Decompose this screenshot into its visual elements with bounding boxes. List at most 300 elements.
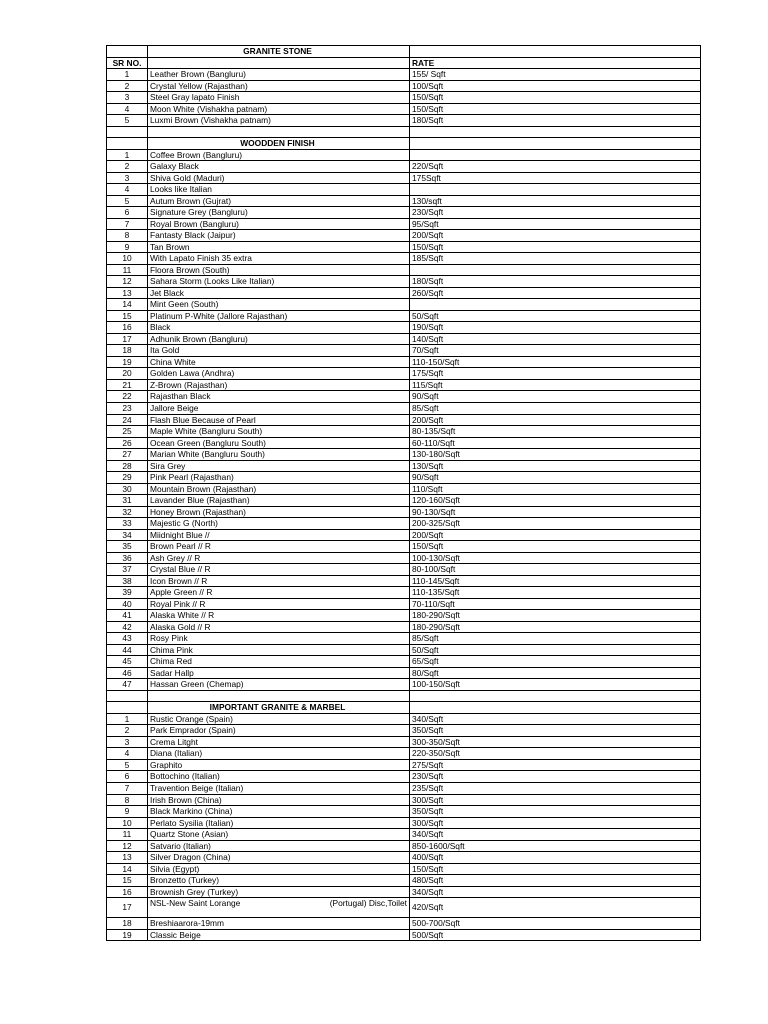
section-title-blank [107,138,148,150]
item-name: Moon White (Vishakha patnam) [148,103,410,115]
item-name: Pink Pearl (Rajasthan) [148,472,410,484]
item-rate: 230/Sqft [410,207,701,219]
sr-no: 5 [107,195,148,207]
item-name: Miidnight Blue // [148,529,410,541]
table-row [107,529,701,541]
rate-header: RATE [410,57,701,69]
table-row [107,725,701,737]
item-rate: 95/Sqft [410,218,701,230]
item-name: Leather Brown (Bangluru) [148,69,410,81]
item-name: Ocean Green (Bangluru South) [148,437,410,449]
sr-no: 23 [107,402,148,414]
sr-no: 2 [107,80,148,92]
table-row [107,495,701,507]
table-row [107,518,701,530]
sr-no: 2 [107,161,148,173]
table-row [107,783,701,795]
item-name: Crystal Yellow (Rajasthan) [148,80,410,92]
sr-no: 7 [107,218,148,230]
sr-no: 45 [107,656,148,668]
table-row [107,299,701,311]
item-rate: 180/Sqft [410,115,701,127]
item-name: Mint Geen (South) [148,299,410,311]
item-name: Royal Pink // R [148,598,410,610]
item-name: Floora Brown (South) [148,264,410,276]
item-rate [410,299,701,311]
section-title: WOODDEN FINISH [148,138,410,150]
table-row [107,437,701,449]
item-rate: 50/Sqft [410,644,701,656]
table-row [107,184,701,196]
item-name: Travention Beige (Italian) [148,783,410,795]
table-row [107,253,701,265]
item-name: Galaxy Black [148,161,410,173]
sr-no: 7 [107,783,148,795]
item-rate: 115/Sqft [410,379,701,391]
item-rate: 420/Sqft [410,898,701,918]
item-rate: 500/Sqft [410,929,701,941]
table-row [107,898,701,918]
item-rate: 220-350/Sqft [410,748,701,760]
table-row [107,644,701,656]
table-row [107,414,701,426]
spacer-cell [148,690,410,702]
price-table [106,45,701,941]
item-name: Quartz Stone (Asian) [148,829,410,841]
item-rate: 200/Sqft [410,230,701,242]
item-name: Adhunik Brown (Bangluru) [148,333,410,345]
sr-no: 29 [107,472,148,484]
item-name: Hassan Green (Chemap) [148,679,410,691]
item-rate: 275/Sqft [410,759,701,771]
sr-no: 24 [107,414,148,426]
item-rate: 180-290/Sqft [410,610,701,622]
section-title-row [107,46,701,58]
item-name: Irish Brown (China) [148,794,410,806]
item-name: Diana (Italian) [148,748,410,760]
name-header [148,57,410,69]
item-name: Luxmi Brown (Vishakha patnam) [148,115,410,127]
item-rate: 110-150/Sqft [410,356,701,368]
item-rate: 190/Sqft [410,322,701,334]
sr-no: 17 [107,333,148,345]
item-rate: 150/Sqft [410,241,701,253]
sr-no: 46 [107,667,148,679]
item-rate: 50/Sqft [410,310,701,322]
sr-no: 3 [107,92,148,104]
item-rate: 150/Sqft [410,541,701,553]
item-rate: 130-180/Sqft [410,449,701,461]
sr-no: 3 [107,736,148,748]
table-row [107,172,701,184]
table-row [107,402,701,414]
table-row [107,748,701,760]
sr-no: 36 [107,552,148,564]
item-name: Ita Gold [148,345,410,357]
sr-no: 34 [107,529,148,541]
sr-no: 32 [107,506,148,518]
table-row [107,587,701,599]
item-rate: 175Sqft [410,172,701,184]
item-name: Tan Brown [148,241,410,253]
table-row [107,886,701,898]
item-name: Autum Brown (Gujrat) [148,195,410,207]
item-name: Jallore Beige [148,402,410,414]
table-row [107,667,701,679]
item-rate: 100-130/Sqft [410,552,701,564]
sr-no: 19 [107,929,148,941]
table-row [107,806,701,818]
table-row [107,829,701,841]
table-row [107,736,701,748]
item-name [148,898,410,918]
item-rate: 180/Sqft [410,276,701,288]
table-row [107,230,701,242]
table-row [107,840,701,852]
table-row [107,929,701,941]
table-row [107,449,701,461]
item-rate: 500-700/Sqft [410,918,701,930]
item-rate: 350/Sqft [410,725,701,737]
sr-no: 25 [107,426,148,438]
table-row [107,598,701,610]
item-name: Perlato Sysilia (Italian) [148,817,410,829]
item-name: Jet Black [148,287,410,299]
sr-no: 13 [107,852,148,864]
table-row [107,310,701,322]
table-row [107,368,701,380]
section-title: GRANITE STONE [148,46,410,58]
item-rate: 180-290/Sqft [410,621,701,633]
sr-no: 18 [107,918,148,930]
sr-no: 8 [107,794,148,806]
price-list-sheet [106,45,700,941]
item-rate: 110/Sqft [410,483,701,495]
item-rate: 150/Sqft [410,92,701,104]
table-row [107,460,701,472]
table-row [107,817,701,829]
item-name: Breshiaarora-19mm [148,918,410,930]
item-rate: 850-1600/Sqft [410,840,701,852]
item-name: Marian White (Bangluru South) [148,449,410,461]
item-rate: 300-350/Sqft [410,736,701,748]
table-row [107,633,701,645]
sr-no: 10 [107,253,148,265]
table-row [107,575,701,587]
sr-no: 38 [107,575,148,587]
item-name: Alaska Gold // R [148,621,410,633]
item-rate: 90/Sqft [410,391,701,403]
item-name: Bronzetto (Turkey) [148,875,410,887]
table-row [107,656,701,668]
table-row [107,345,701,357]
item-name: Looks like Italian [148,184,410,196]
sr-no: 6 [107,771,148,783]
table-row [107,875,701,887]
sr-no: 47 [107,679,148,691]
item-name: Brown Pearl // R [148,541,410,553]
sr-no: 17 [107,898,148,918]
table-row [107,472,701,484]
item-rate: 220/Sqft [410,161,701,173]
item-name: Mountain Brown (Rajasthan) [148,483,410,495]
table-row [107,287,701,299]
item-rate: 100/Sqft [410,80,701,92]
sr-no: 10 [107,817,148,829]
header-row [107,57,701,69]
sr-no: 33 [107,518,148,530]
item-rate: 350/Sqft [410,806,701,818]
table-row [107,621,701,633]
sr-no: 4 [107,184,148,196]
item-rate: 130/Sqft [410,460,701,472]
item-rate: 100-150/Sqft [410,679,701,691]
item-name: Coffee Brown (Bangluru) [148,149,410,161]
spacer-cell [410,126,701,138]
item-name: Graphito [148,759,410,771]
item-rate: 235/Sqft [410,783,701,795]
item-name: Steel Gray lapato Finish [148,92,410,104]
sr-no: 14 [107,299,148,311]
sr-no: 20 [107,368,148,380]
sr-no: 4 [107,103,148,115]
item-rate: 85/Sqft [410,402,701,414]
spacer-row [107,690,701,702]
item-name: Black [148,322,410,334]
item-name: Rosy Pink [148,633,410,645]
table-row [107,333,701,345]
sr-no: 11 [107,264,148,276]
table-row [107,115,701,127]
section-title-blank [410,702,701,714]
item-name: Alaska White // R [148,610,410,622]
sr-no: 27 [107,449,148,461]
item-rate: 90-130/Sqft [410,506,701,518]
spacer-cell [148,126,410,138]
spacer-row [107,126,701,138]
sr-no: 15 [107,875,148,887]
item-rate: 90/Sqft [410,472,701,484]
sr-no: 43 [107,633,148,645]
sr-no: 5 [107,115,148,127]
sr-no: 21 [107,379,148,391]
table-row [107,241,701,253]
item-name: Chima Red [148,656,410,668]
item-rate [410,264,701,276]
table-row [107,852,701,864]
item-name: With Lapato Finish 35 extra [148,253,410,265]
item-name: Majestic G (North) [148,518,410,530]
item-name: Crystal Blue // R [148,564,410,576]
item-rate: 300/Sqft [410,794,701,806]
item-name-text: NSL-New Saint Lorange [150,898,241,909]
sr-no: 14 [107,863,148,875]
item-name: Rustic Orange (Spain) [148,713,410,725]
sr-no: 9 [107,241,148,253]
item-rate: 80-100/Sqft [410,564,701,576]
item-rate [410,184,701,196]
item-rate: 175/Sqft [410,368,701,380]
spacer-cell [107,126,148,138]
sr-no: 19 [107,356,148,368]
item-rate: 400/Sqft [410,852,701,864]
table-row [107,794,701,806]
item-rate: 155/ Sqft [410,69,701,81]
item-name: Royal Brown (Bangluru) [148,218,410,230]
section-title-blank [107,702,148,714]
table-row [107,552,701,564]
table-row [107,759,701,771]
table-row [107,863,701,875]
sr-no: 5 [107,759,148,771]
sr-no: 12 [107,840,148,852]
item-name: Shiva Gold (Maduri) [148,172,410,184]
item-rate: 200/Sqft [410,529,701,541]
item-name-note: (Portugal) Disc,Toilet [329,898,407,909]
table-row [107,161,701,173]
table-row [107,149,701,161]
item-name: Chima Pink [148,644,410,656]
item-name: Bottochino (Italian) [148,771,410,783]
table-row [107,92,701,104]
item-rate: 200-325/Sqft [410,518,701,530]
table-row [107,322,701,334]
table-row [107,379,701,391]
spacer-cell [410,690,701,702]
section-title-row [107,702,701,714]
item-name: Golden Lawa (Andhra) [148,368,410,380]
sr-no: 40 [107,598,148,610]
sr-no: 18 [107,345,148,357]
table-row [107,195,701,207]
sr-no: 37 [107,564,148,576]
section-title-blank [410,46,701,58]
item-name: Silvia (Egypt) [148,863,410,875]
sr-no: 41 [107,610,148,622]
table-row [107,483,701,495]
item-rate: 120-160/Sqft [410,495,701,507]
item-rate: 85/Sqft [410,633,701,645]
sr-no: 15 [107,310,148,322]
sr-no: 1 [107,713,148,725]
sr-no: 12 [107,276,148,288]
item-rate: 80-135/Sqft [410,426,701,438]
item-rate: 200/Sqft [410,414,701,426]
item-rate: 150/Sqft [410,863,701,875]
item-rate: 70-110/Sqft [410,598,701,610]
item-name: Sadar Hallp [148,667,410,679]
item-rate: 480/Sqft [410,875,701,887]
item-name: Honey Brown (Rajasthan) [148,506,410,518]
item-rate: 110-135/Sqft [410,587,701,599]
item-rate: 65/Sqft [410,656,701,668]
table-row [107,541,701,553]
table-row [107,356,701,368]
sr-no: 26 [107,437,148,449]
item-rate: 230/Sqft [410,771,701,783]
item-rate: 185/Sqft [410,253,701,265]
table-row [107,80,701,92]
sr-no: 16 [107,322,148,334]
sr-no: 39 [107,587,148,599]
sr-no: 30 [107,483,148,495]
section-title: IMPORTANT GRANITE & MARBEL [148,702,410,714]
table-row [107,207,701,219]
section-title-blank [107,46,148,58]
item-rate: 80/Sqft [410,667,701,679]
sr-no: 22 [107,391,148,403]
table-row [107,679,701,691]
table-row [107,276,701,288]
item-rate: 70/Sqft [410,345,701,357]
item-rate: 140/Sqft [410,333,701,345]
item-rate: 110-145/Sqft [410,575,701,587]
item-name: Sahara Storm (Looks Like Italian) [148,276,410,288]
spacer-cell [107,690,148,702]
sr-no: 42 [107,621,148,633]
sr-no: 11 [107,829,148,841]
sr-no: 6 [107,207,148,219]
item-rate: 340/Sqft [410,713,701,725]
sr-no-header: SR NO. [107,57,148,69]
sr-no: 35 [107,541,148,553]
item-rate: 130/sqft [410,195,701,207]
table-row [107,564,701,576]
item-name: Maple White (Bangluru South) [148,426,410,438]
item-rate: 150/Sqft [410,103,701,115]
section-title-row [107,138,701,150]
table-row [107,610,701,622]
sr-no: 3 [107,172,148,184]
item-name: Black Markino (China) [148,806,410,818]
item-name: Z-Brown (Rajasthan) [148,379,410,391]
sr-no: 1 [107,69,148,81]
item-name: Sira Grey [148,460,410,472]
table-row [107,506,701,518]
table-row [107,426,701,438]
item-name: Crema Litght [148,736,410,748]
item-name: Rajasthan Black [148,391,410,403]
table-row [107,103,701,115]
item-name: Platinum P-White (Jallore Rajasthan) [148,310,410,322]
item-name: Lavander Blue (Rajasthan) [148,495,410,507]
item-rate [410,149,701,161]
item-name: Park Emprador (Spain) [148,725,410,737]
sr-no: 9 [107,806,148,818]
sr-no: 44 [107,644,148,656]
table-row [107,918,701,930]
item-name: Classic Beige [148,929,410,941]
sr-no: 4 [107,748,148,760]
item-name: China White [148,356,410,368]
item-name: Satvario (Italian) [148,840,410,852]
item-name: Flash Blue Because of Pearl [148,414,410,426]
section-title-blank [410,138,701,150]
sr-no: 31 [107,495,148,507]
sr-no: 16 [107,886,148,898]
table-row [107,218,701,230]
table-row [107,713,701,725]
table-row [107,69,701,81]
sr-no: 13 [107,287,148,299]
item-name: Apple Green // R [148,587,410,599]
sr-no: 1 [107,149,148,161]
item-rate: 260/Sqft [410,287,701,299]
table-row [107,391,701,403]
sr-no: 8 [107,230,148,242]
sr-no: 28 [107,460,148,472]
item-rate: 60-110/Sqft [410,437,701,449]
